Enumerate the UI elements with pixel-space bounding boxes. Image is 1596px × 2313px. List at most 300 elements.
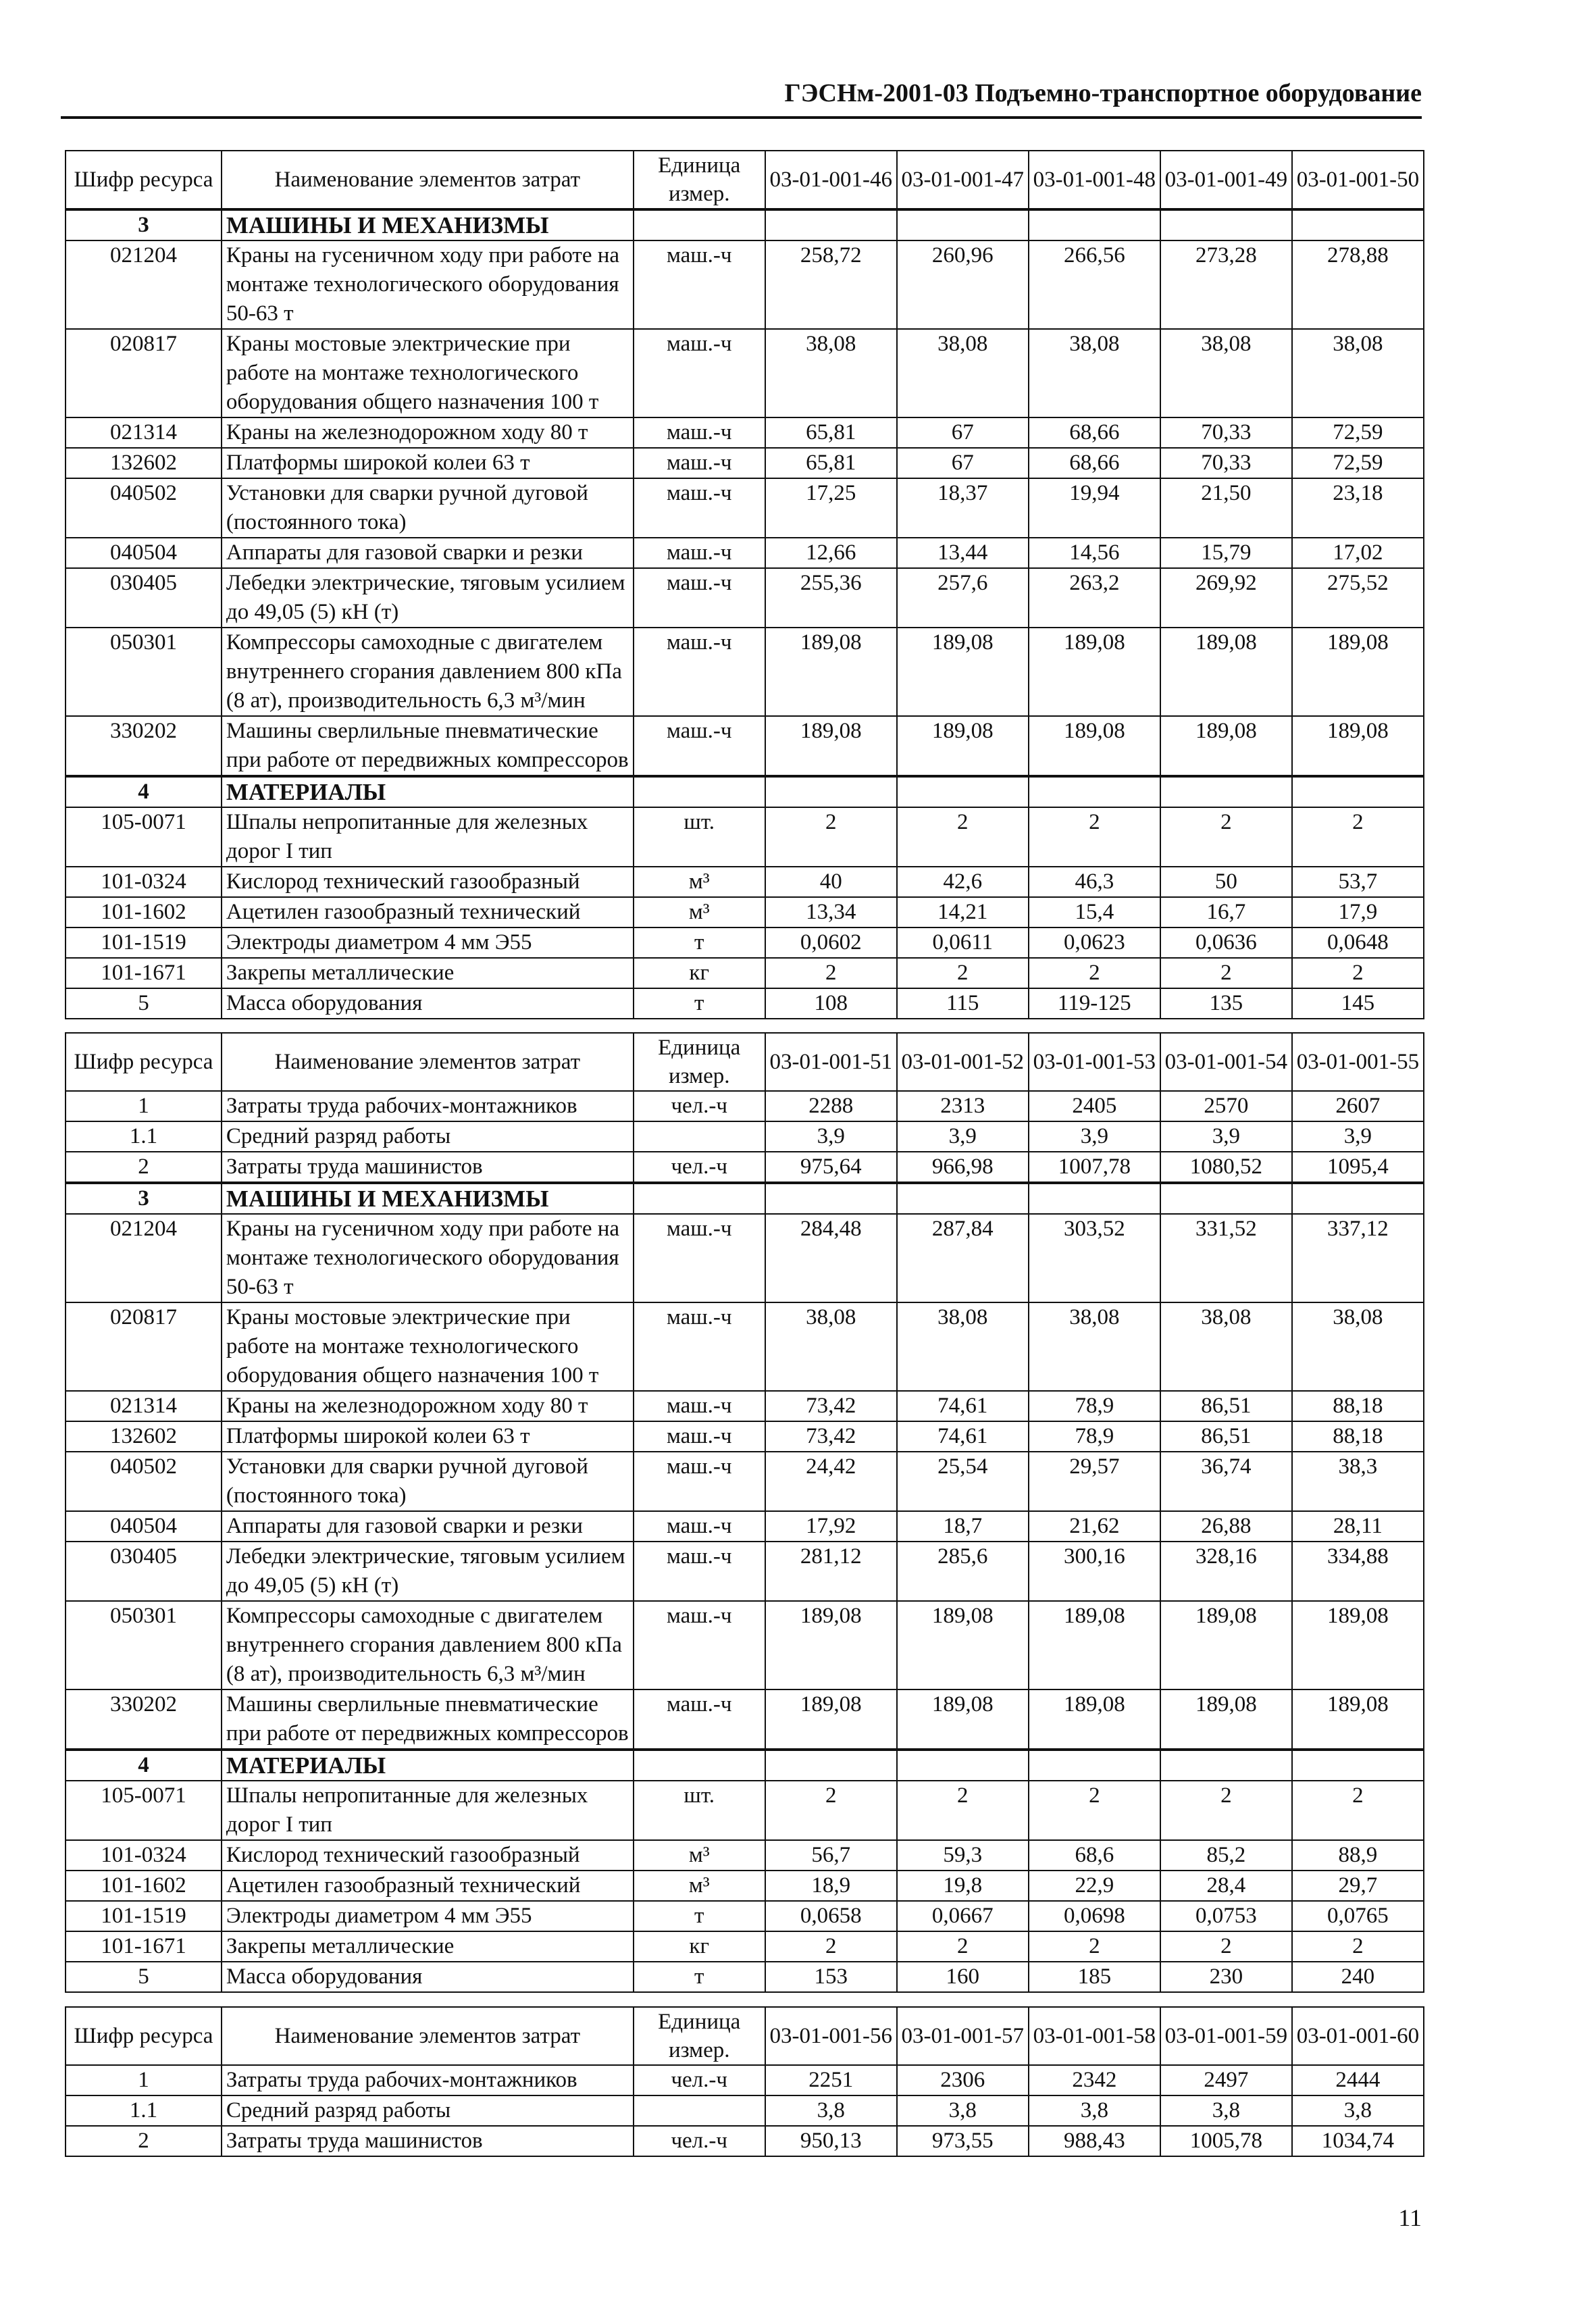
value-cell: 72,59 <box>1292 417 1424 448</box>
resource-code-cell: 021204 <box>66 240 222 329</box>
value-cell: 160 <box>897 1962 1029 1992</box>
resource-code-cell: 040502 <box>66 478 222 538</box>
value-cell: 1005,78 <box>1160 2126 1292 2156</box>
value-cell: 975,64 <box>765 1152 897 1183</box>
header-cost-element-name: Наименование элементов затрат <box>222 2007 634 2065</box>
table-row <box>66 1601 1424 1689</box>
norms-table-2 <box>65 1032 1424 1993</box>
unit-cell: маш.-ч <box>634 1542 765 1601</box>
value-cell: 230 <box>1160 1962 1292 1992</box>
value-cell <box>1292 1183 1424 1214</box>
section-title-cell: МАШИНЫ И МЕХАНИЗМЫ <box>222 1183 634 1214</box>
value-cell: 119-125 <box>1029 988 1160 1019</box>
value-cell: 38,3 <box>1292 1452 1424 1511</box>
table-row <box>66 927 1424 958</box>
value-cell: 16,7 <box>1160 897 1292 927</box>
resource-code-cell: 040504 <box>66 1511 222 1542</box>
table-header-row <box>66 1033 1424 1091</box>
value-cell: 0,0667 <box>897 1901 1029 1931</box>
value-cell: 78,9 <box>1029 1391 1160 1421</box>
resource-code-cell: 4 <box>66 1750 222 1781</box>
table-row <box>66 240 1424 329</box>
value-cell <box>1160 1750 1292 1781</box>
value-cell: 273,28 <box>1160 240 1292 329</box>
value-cell: 185 <box>1029 1962 1160 1992</box>
cost-element-name-cell: Масса оборудования <box>222 1962 634 1992</box>
value-cell: 2 <box>1292 1931 1424 1962</box>
value-cell: 3,9 <box>1160 1121 1292 1152</box>
value-cell: 19,94 <box>1029 478 1160 538</box>
value-cell: 0,0658 <box>765 1901 897 1931</box>
header-norm-code: 03-01-001-51 <box>765 1033 897 1091</box>
header-resource-code: Шифр ресурса <box>66 1033 222 1091</box>
value-cell: 189,08 <box>1292 716 1424 776</box>
cost-element-name-cell: Затраты труда машинистов <box>222 1152 634 1183</box>
table-row <box>66 1542 1424 1601</box>
table-row <box>66 1214 1424 1302</box>
value-cell: 70,33 <box>1160 448 1292 478</box>
value-cell: 328,16 <box>1160 1542 1292 1601</box>
resource-code-cell: 105-0071 <box>66 807 222 867</box>
value-cell <box>1292 1750 1424 1781</box>
table-row <box>66 897 1424 927</box>
value-cell: 189,08 <box>897 716 1029 776</box>
header-norm-code: 03-01-001-60 <box>1292 2007 1424 2065</box>
value-cell: 2 <box>1160 1781 1292 1840</box>
unit-cell: м³ <box>634 867 765 897</box>
resource-code-cell: 040504 <box>66 538 222 568</box>
value-cell: 3,9 <box>765 1121 897 1152</box>
value-cell: 0,0623 <box>1029 927 1160 958</box>
value-cell: 2 <box>897 1931 1029 1962</box>
value-cell: 70,33 <box>1160 417 1292 448</box>
value-cell: 18,7 <box>897 1511 1029 1542</box>
section-title-cell: МАТЕРИАЛЫ <box>222 1750 634 1781</box>
value-cell: 3,9 <box>1029 1121 1160 1152</box>
value-cell: 255,36 <box>765 568 897 628</box>
value-cell: 189,08 <box>765 1601 897 1689</box>
value-cell: 68,66 <box>1029 417 1160 448</box>
value-cell: 68,66 <box>1029 448 1160 478</box>
value-cell: 2 <box>897 958 1029 988</box>
value-cell: 53,7 <box>1292 867 1424 897</box>
unit-cell: маш.-ч <box>634 240 765 329</box>
unit-cell: маш.-ч <box>634 448 765 478</box>
value-cell: 2 <box>1029 1781 1160 1840</box>
unit-cell: т <box>634 988 765 1019</box>
cost-element-name-cell: Платформы широкой колеи 63 т <box>222 1421 634 1452</box>
value-cell: 2607 <box>1292 1091 1424 1121</box>
unit-cell: чел.-ч <box>634 1152 765 1183</box>
unit-cell: т <box>634 1962 765 1992</box>
unit-cell: маш.-ч <box>634 478 765 538</box>
table-row <box>66 448 1424 478</box>
header-norm-code: 03-01-001-46 <box>765 151 897 209</box>
table-row <box>66 1391 1424 1421</box>
page-number: 11 <box>1398 2204 1422 2231</box>
table-row <box>66 417 1424 448</box>
unit-cell: м³ <box>634 897 765 927</box>
value-cell: 189,08 <box>1160 716 1292 776</box>
unit-cell <box>634 1121 765 1152</box>
value-cell: 38,08 <box>1292 1302 1424 1391</box>
value-cell: 86,51 <box>1160 1391 1292 1421</box>
resource-code-cell: 132602 <box>66 1421 222 1452</box>
value-cell <box>1292 776 1424 807</box>
header-unit: Единица измер. <box>634 2007 765 2065</box>
value-cell: 189,08 <box>897 1689 1029 1750</box>
cost-element-name-cell: Лебедки электрические, тяговым усилием до 49,05 (5) кН (т) <box>222 568 634 628</box>
cost-element-name-cell: Ацетилен газообразный технический <box>222 897 634 927</box>
value-cell: 25,54 <box>897 1452 1029 1511</box>
header-norm-code: 03-01-001-47 <box>897 151 1029 209</box>
cost-element-name-cell: Аппараты для газовой сварки и резки <box>222 538 634 568</box>
value-cell: 29,57 <box>1029 1452 1160 1511</box>
resource-code-cell: 101-1519 <box>66 927 222 958</box>
value-cell: 153 <box>765 1962 897 1992</box>
resource-code-cell: 021314 <box>66 1391 222 1421</box>
unit-cell: маш.-ч <box>634 1302 765 1391</box>
resource-code-cell: 020817 <box>66 1302 222 1391</box>
value-cell: 189,08 <box>1029 1601 1160 1689</box>
value-cell: 72,59 <box>1292 448 1424 478</box>
value-cell: 1007,78 <box>1029 1152 1160 1183</box>
value-cell: 189,08 <box>1160 1689 1292 1750</box>
cost-element-name-cell: Шпалы непропитанные для железных дорог I тип <box>222 807 634 867</box>
value-cell: 2 <box>1292 1781 1424 1840</box>
table-row <box>66 478 1424 538</box>
value-cell: 278,88 <box>1292 240 1424 329</box>
cost-element-name-cell: Электроды диаметром 4 мм Э55 <box>222 927 634 958</box>
cost-element-name-cell: Кислород технический газообразный <box>222 867 634 897</box>
table-row <box>66 867 1424 897</box>
value-cell <box>765 1183 897 1214</box>
value-cell: 115 <box>897 988 1029 1019</box>
value-cell: 15,79 <box>1160 538 1292 568</box>
cost-element-name-cell: Компрессоры самоходные с двигателем внутреннего сгорания давлением 800 кПа (8 ат), производительность 6,3 м³/мин <box>222 1601 634 1689</box>
cost-element-name-cell: Кислород технический газообразный <box>222 1840 634 1871</box>
value-cell: 2 <box>1160 807 1292 867</box>
value-cell: 2 <box>1292 958 1424 988</box>
value-cell: 38,08 <box>765 329 897 417</box>
value-cell: 189,08 <box>897 628 1029 716</box>
table-row <box>66 1421 1424 1452</box>
table-row <box>66 1689 1424 1750</box>
resource-code-cell: 050301 <box>66 628 222 716</box>
value-cell: 2 <box>1029 958 1160 988</box>
resource-code-cell: 105-0071 <box>66 1781 222 1840</box>
resource-code-cell: 101-1519 <box>66 1901 222 1931</box>
table-row <box>66 716 1424 776</box>
value-cell: 2405 <box>1029 1091 1160 1121</box>
value-cell: 0,0753 <box>1160 1901 1292 1931</box>
value-cell: 74,61 <box>897 1421 1029 1452</box>
unit-cell: м³ <box>634 1871 765 1901</box>
value-cell: 42,6 <box>897 867 1029 897</box>
table-row <box>66 329 1424 417</box>
unit-cell: кг <box>634 958 765 988</box>
cost-element-name-cell: Закрепы металлические <box>222 1931 634 1962</box>
value-cell: 966,98 <box>897 1152 1029 1183</box>
section-title-cell: МАШИНЫ И МЕХАНИЗМЫ <box>222 209 634 240</box>
unit-cell: маш.-ч <box>634 329 765 417</box>
value-cell: 145 <box>1292 988 1424 1019</box>
value-cell: 2570 <box>1160 1091 1292 1121</box>
value-cell: 0,0602 <box>765 927 897 958</box>
value-cell: 3,8 <box>1160 2095 1292 2126</box>
value-cell: 285,6 <box>897 1542 1029 1601</box>
value-cell: 2 <box>1029 807 1160 867</box>
header-norm-code: 03-01-001-54 <box>1160 1033 1292 1091</box>
unit-cell: маш.-ч <box>634 1214 765 1302</box>
value-cell: 28,11 <box>1292 1511 1424 1542</box>
unit-cell: м³ <box>634 1840 765 1871</box>
cost-element-name-cell: Краны мостовые электрические при работе на монтаже технологического оборудования общего назначения 100 т <box>222 329 634 417</box>
value-cell <box>1029 776 1160 807</box>
value-cell: 0,0765 <box>1292 1901 1424 1931</box>
value-cell: 0,0636 <box>1160 927 1292 958</box>
table-row <box>66 1901 1424 1931</box>
resource-code-cell: 1 <box>66 2065 222 2095</box>
header-norm-code: 03-01-001-56 <box>765 2007 897 2065</box>
value-cell: 18,37 <box>897 478 1029 538</box>
unit-cell: маш.-ч <box>634 716 765 776</box>
value-cell: 1080,52 <box>1160 1152 1292 1183</box>
section-row <box>66 1750 1424 1781</box>
value-cell: 284,48 <box>765 1214 897 1302</box>
value-cell: 38,08 <box>897 1302 1029 1391</box>
value-cell: 2251 <box>765 2065 897 2095</box>
value-cell: 19,8 <box>897 1871 1029 1901</box>
value-cell: 269,92 <box>1160 568 1292 628</box>
unit-cell: чел.-ч <box>634 2065 765 2095</box>
header-norm-code: 03-01-001-55 <box>1292 1033 1424 1091</box>
table-row <box>66 988 1424 1019</box>
unit-cell: маш.-ч <box>634 538 765 568</box>
value-cell: 38,08 <box>765 1302 897 1391</box>
value-cell: 331,52 <box>1160 1214 1292 1302</box>
table-row <box>66 1871 1424 1901</box>
cost-element-name-cell: Краны на железнодорожном ходу 80 т <box>222 417 634 448</box>
cost-element-name-cell: Шпалы непропитанные для железных дорог I тип <box>222 1781 634 1840</box>
cost-element-name-cell: Машины сверлильные пневматические при работе от передвижных компрессоров <box>222 1689 634 1750</box>
value-cell: 135 <box>1160 988 1292 1019</box>
value-cell: 189,08 <box>1029 1689 1160 1750</box>
value-cell: 38,08 <box>897 329 1029 417</box>
section-row <box>66 776 1424 807</box>
header-divider <box>61 116 1422 119</box>
value-cell: 2342 <box>1029 2065 1160 2095</box>
resource-code-cell: 4 <box>66 776 222 807</box>
value-cell: 21,50 <box>1160 478 1292 538</box>
section-row <box>66 1183 1424 1214</box>
table-row <box>66 1152 1424 1183</box>
value-cell: 85,2 <box>1160 1840 1292 1871</box>
value-cell: 189,08 <box>897 1601 1029 1689</box>
value-cell <box>765 209 897 240</box>
value-cell: 0,0698 <box>1029 1901 1160 1931</box>
resource-code-cell: 2 <box>66 1152 222 1183</box>
value-cell: 2 <box>897 1781 1029 1840</box>
cost-element-name-cell: Масса оборудования <box>222 988 634 1019</box>
value-cell: 38,08 <box>1160 329 1292 417</box>
header-norm-code: 03-01-001-52 <box>897 1033 1029 1091</box>
value-cell: 13,44 <box>897 538 1029 568</box>
value-cell: 334,88 <box>1292 1542 1424 1601</box>
cost-element-name-cell: Затраты труда рабочих-монтажников <box>222 1091 634 1121</box>
value-cell: 68,6 <box>1029 1840 1160 1871</box>
unit-cell: маш.-ч <box>634 628 765 716</box>
value-cell: 2444 <box>1292 2065 1424 2095</box>
value-cell: 67 <box>897 417 1029 448</box>
unit-cell: шт. <box>634 1781 765 1840</box>
value-cell: 12,66 <box>765 538 897 568</box>
table-row <box>66 568 1424 628</box>
resource-code-cell: 101-0324 <box>66 867 222 897</box>
header-norm-code: 03-01-001-48 <box>1029 151 1160 209</box>
value-cell: 36,74 <box>1160 1452 1292 1511</box>
table-row <box>66 1302 1424 1391</box>
value-cell: 88,9 <box>1292 1840 1424 1871</box>
resource-code-cell: 020817 <box>66 329 222 417</box>
norms-table-1 <box>65 150 1424 1019</box>
header-norm-code: 03-01-001-59 <box>1160 2007 1292 2065</box>
value-cell: 2313 <box>897 1091 1029 1121</box>
table-row <box>66 628 1424 716</box>
value-cell: 74,61 <box>897 1391 1029 1421</box>
value-cell <box>1160 1183 1292 1214</box>
cost-element-name-cell: Ацетилен газообразный технический <box>222 1871 634 1901</box>
value-cell: 14,56 <box>1029 538 1160 568</box>
value-cell: 0,0648 <box>1292 927 1424 958</box>
value-cell: 0,0611 <box>897 927 1029 958</box>
value-cell: 258,72 <box>765 240 897 329</box>
value-cell: 14,21 <box>897 897 1029 927</box>
value-cell: 56,7 <box>765 1840 897 1871</box>
unit-cell <box>634 1183 765 1214</box>
unit-cell: маш.-ч <box>634 568 765 628</box>
resource-code-cell: 330202 <box>66 716 222 776</box>
value-cell: 2306 <box>897 2065 1029 2095</box>
unit-cell: кг <box>634 1931 765 1962</box>
resource-code-cell: 1 <box>66 1091 222 1121</box>
value-cell: 73,42 <box>765 1421 897 1452</box>
unit-cell: маш.-ч <box>634 417 765 448</box>
table-row <box>66 1781 1424 1840</box>
value-cell: 29,7 <box>1292 1871 1424 1901</box>
value-cell: 73,42 <box>765 1391 897 1421</box>
header-unit: Единица измер. <box>634 151 765 209</box>
cost-element-name-cell: Установки для сварки ручной дуговой (постоянного тока) <box>222 1452 634 1511</box>
value-cell: 281,12 <box>765 1542 897 1601</box>
unit-cell: маш.-ч <box>634 1391 765 1421</box>
value-cell: 189,08 <box>1029 628 1160 716</box>
table-row <box>66 958 1424 988</box>
value-cell: 2 <box>765 1931 897 1962</box>
value-cell: 2 <box>1160 958 1292 988</box>
resource-code-cell: 2 <box>66 2126 222 2156</box>
table-row <box>66 1091 1424 1121</box>
value-cell: 240 <box>1292 1962 1424 1992</box>
cost-element-name-cell: Средний разряд работы <box>222 2095 634 2126</box>
table-row <box>66 807 1424 867</box>
value-cell: 189,08 <box>1160 628 1292 716</box>
value-cell <box>1292 209 1424 240</box>
value-cell: 189,08 <box>1029 716 1160 776</box>
unit-cell: маш.-ч <box>634 1421 765 1452</box>
value-cell: 3,8 <box>1292 2095 1424 2126</box>
table-row <box>66 1452 1424 1511</box>
value-cell <box>765 776 897 807</box>
cost-element-name-cell: Затраты труда машинистов <box>222 2126 634 2156</box>
value-cell: 2 <box>1292 807 1424 867</box>
table-row <box>66 2065 1424 2095</box>
value-cell: 2 <box>765 958 897 988</box>
unit-cell: т <box>634 927 765 958</box>
value-cell: 275,52 <box>1292 568 1424 628</box>
value-cell <box>1029 1750 1160 1781</box>
value-cell: 38,08 <box>1160 1302 1292 1391</box>
resource-code-cell: 021314 <box>66 417 222 448</box>
table-row <box>66 1840 1424 1871</box>
value-cell: 300,16 <box>1029 1542 1160 1601</box>
value-cell: 2 <box>765 807 897 867</box>
value-cell: 88,18 <box>1292 1421 1424 1452</box>
value-cell: 189,08 <box>1292 1601 1424 1689</box>
value-cell: 13,34 <box>765 897 897 927</box>
value-cell: 2 <box>897 807 1029 867</box>
table-row <box>66 1962 1424 1992</box>
cost-element-name-cell: Затраты труда рабочих-монтажников <box>222 2065 634 2095</box>
resource-code-cell: 1.1 <box>66 1121 222 1152</box>
unit-cell <box>634 2095 765 2126</box>
value-cell: 86,51 <box>1160 1421 1292 1452</box>
header-norm-code: 03-01-001-50 <box>1292 151 1424 209</box>
value-cell: 287,84 <box>897 1214 1029 1302</box>
value-cell: 17,92 <box>765 1511 897 1542</box>
value-cell <box>1160 209 1292 240</box>
resource-code-cell: 3 <box>66 1183 222 1214</box>
value-cell <box>1160 776 1292 807</box>
resource-code-cell: 101-1671 <box>66 1931 222 1962</box>
cost-element-name-cell: Краны на гусеничном ходу при работе на монтаже технологического оборудования 50-63 т <box>222 1214 634 1302</box>
value-cell: 3,9 <box>1292 1121 1424 1152</box>
value-cell: 3,8 <box>897 2095 1029 2126</box>
value-cell: 189,08 <box>1292 1689 1424 1750</box>
value-cell: 988,43 <box>1029 2126 1160 2156</box>
resource-code-cell: 021204 <box>66 1214 222 1302</box>
header-resource-code: Шифр ресурса <box>66 151 222 209</box>
unit-cell: чел.-ч <box>634 2126 765 2156</box>
resource-code-cell: 101-0324 <box>66 1840 222 1871</box>
value-cell: 65,81 <box>765 448 897 478</box>
page-header-title: ГЭСНм-2001-03 Подъемно-транспортное оборудование <box>784 79 1422 107</box>
section-title-cell: МАТЕРИАЛЫ <box>222 776 634 807</box>
cost-element-name-cell: Средний разряд работы <box>222 1121 634 1152</box>
header-resource-code: Шифр ресурса <box>66 2007 222 2065</box>
cost-element-name-cell: Установки для сварки ручной дуговой (постоянного тока) <box>222 478 634 538</box>
value-cell: 21,62 <box>1029 1511 1160 1542</box>
value-cell: 38,08 <box>1029 329 1160 417</box>
cost-element-name-cell: Компрессоры самоходные с двигателем внутреннего сгорания давлением 800 кПа (8 ат), производительность 6,3 м³/мин <box>222 628 634 716</box>
value-cell: 3,8 <box>765 2095 897 2126</box>
resource-code-cell: 1.1 <box>66 2095 222 2126</box>
unit-cell: маш.-ч <box>634 1511 765 1542</box>
resource-code-cell: 050301 <box>66 1601 222 1689</box>
cost-element-name-cell: Закрепы металлические <box>222 958 634 988</box>
resource-code-cell: 101-1602 <box>66 897 222 927</box>
table-row <box>66 2095 1424 2126</box>
